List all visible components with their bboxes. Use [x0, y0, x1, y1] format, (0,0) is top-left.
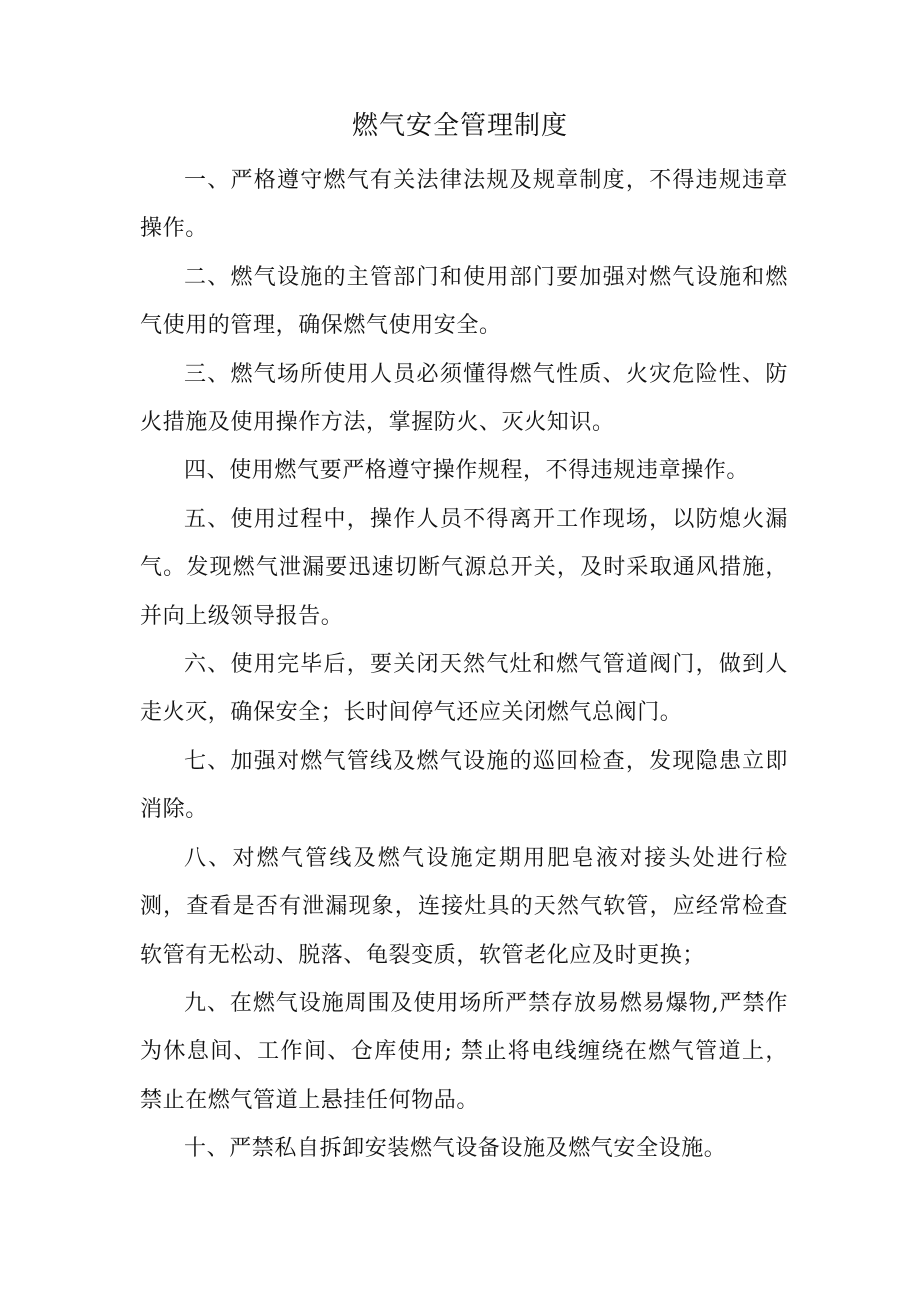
rule-paragraph-1: 一、严格遵守燃气有关法律法规及规章制度，不得违规违章操作。 [140, 168, 788, 242]
rule-paragraph-3: 三、燃气场所使用人员必须懂得燃气性质、火灾危险性、防火措施及使用操作方法，掌握防火、灭火知识。 [140, 361, 788, 436]
document-title: 燃气安全管理制度 [351, 111, 568, 141]
rule-paragraph-10: 十、严禁私自拆卸安装燃气设备设施及燃气安全设施。 [184, 1136, 727, 1162]
rule-paragraph-7: 七、加强对燃气管线及燃气设施的巡回检查，发现隐患立即消除。 [140, 748, 788, 823]
rule-paragraph-6: 六、使用完毕后，要关闭天然气灶和燃气管道阀门，做到人走火灭，确保安全；长时间停气还应关闭燃气总阀门。 [140, 652, 788, 726]
rule-paragraph-9: 九、在燃气设施周围及使用场所严禁存放易燃易爆物,严禁作为休息间、工作间、仓库使用; 禁止将电线缠绕在燃气管道上，禁止在燃气管道上悬挂任何物品。 [140, 990, 788, 1113]
rule-paragraph-4: 四、使用燃气要严格遵守操作规程，不得违规违章操作。 [184, 458, 750, 484]
rule-paragraph-2: 二、燃气设施的主管部门和使用部门要加强对燃气设施和燃气使用的管理，确保燃气使用安全。 [140, 264, 788, 339]
document-body [140, 157, 788, 1174]
rule-paragraph-8: 八、对燃气管线及燃气设施定期用肥皂液对接头处进行检测，查看是否有泄漏现象，连接灶具的天然气软管，应经常检查软管有无松动、脱落、龟裂变质，软管老化应及时更换； [140, 845, 788, 968]
rule-paragraph-5: 五、使用过程中，操作人员不得离开工作现场，以防熄火漏气。发现燃气泄漏要迅速切断气源总开关，及时采取通风措施，并向上级领导报告。 [140, 506, 788, 629]
